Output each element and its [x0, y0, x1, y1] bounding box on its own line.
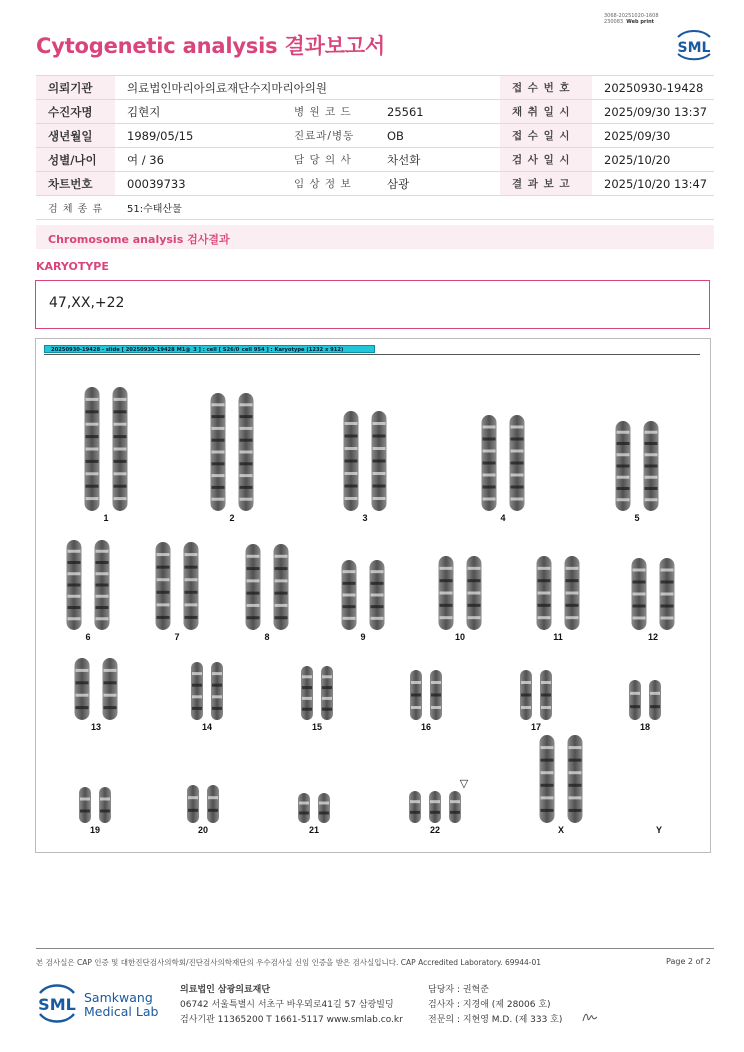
chromosome-label-9: 9: [360, 632, 366, 642]
label-specimen-type: 검 체 종 류: [36, 196, 115, 220]
chromosome-label-8: 8: [264, 632, 270, 642]
value-birth-date: 1989/05/15: [115, 124, 282, 148]
chromosome-label-Y: Y: [655, 825, 663, 835]
chromosome-10: [439, 556, 454, 630]
chromosome-13: [103, 658, 118, 720]
karyotype-label: KARYOTYPE: [36, 260, 109, 273]
label-result-report: 결 과 보 고: [500, 172, 592, 196]
chromosome-4: [482, 415, 497, 511]
chromosome-label-16: 16: [420, 722, 432, 732]
chromosome-22: [409, 791, 421, 823]
chromosome-7: [156, 542, 171, 630]
chromosome-label-12: 12: [647, 632, 659, 642]
chromosome-label-15: 15: [311, 722, 323, 732]
value-test-date: 2025/10/20: [592, 148, 714, 172]
value-collection-time: 2025/09/30 13:37: [592, 100, 714, 124]
chromosome-20: [207, 785, 219, 823]
label-hospital-code: 병 원 코 드: [282, 100, 375, 124]
label-sex-age: 성별/나이: [36, 148, 115, 172]
chromosome-9: [370, 560, 385, 630]
chromosome-8: [274, 544, 289, 630]
label-patient-name: 수진자명: [36, 100, 115, 124]
chromosome-label-18: 18: [639, 722, 651, 732]
chromosome-X: [568, 735, 583, 823]
report-code: [604, 13, 659, 25]
brand-name-line1: Samkwang: [84, 990, 153, 1005]
value-patient-name: 김현지: [115, 100, 282, 124]
report-code-line2: 230083: [604, 19, 624, 25]
sml-logo-icon: [672, 28, 716, 62]
chromosome-22: [449, 791, 461, 823]
info-row: [36, 100, 714, 124]
sml-logo-text: SML: [677, 40, 711, 56]
chromosome-18: [649, 680, 661, 720]
karyogram-image-header: 20250930-19428 - slide [ 20250930-19428 M1@_3 ] : cell [ S26/0_cell 954 ] : Karyotype (1232 x 912): [44, 345, 375, 353]
chromosome-22: [429, 791, 441, 823]
patient-info-table: [36, 75, 714, 220]
chromosome-1: [85, 387, 100, 511]
label-collection-time: 채 취 일 시: [500, 100, 592, 124]
chromosome-label-7: 7: [174, 632, 180, 642]
chromosome-5: [616, 421, 631, 511]
value-chart-number: 00039733: [115, 172, 282, 196]
chromosome-16: [410, 670, 422, 720]
chromosome-12: [632, 558, 647, 630]
chromosome-17: [520, 670, 532, 720]
chromosome-9: [342, 560, 357, 630]
staff-specialist: 전문의 : 지현영 M.D. (제 333 호): [428, 1015, 563, 1025]
karyotype-box: [35, 280, 710, 329]
chromosome-label-22: 22: [429, 825, 441, 835]
chromosome-4: [510, 415, 525, 511]
chromosome-label-4: 4: [500, 513, 506, 523]
info-row: [36, 148, 714, 172]
chromosome-15: [321, 666, 333, 720]
value-clinical-info: 삼광: [375, 172, 500, 196]
chromosome-10: [467, 556, 482, 630]
chromosome-12: [660, 558, 675, 630]
report-code-line1: 3068-20251020-1608: [604, 13, 659, 19]
page-number: Page 2 of 2: [666, 957, 711, 966]
chromosome-label-3: 3: [362, 513, 368, 523]
label-birth-date: 생년월일: [36, 124, 115, 148]
chromosome-13: [75, 658, 90, 720]
value-requesting-institution: 의료법인마리아의료재단수지마리아의원: [115, 76, 500, 100]
label-chart-number: 차트번호: [36, 172, 115, 196]
chromosome-19: [79, 787, 91, 823]
chromosome-label-5: 5: [634, 513, 640, 523]
chromosome-7: [184, 542, 199, 630]
chromosome-11: [565, 556, 580, 630]
signature-image: [581, 1010, 599, 1024]
value-hospital-code: 25561: [375, 100, 500, 124]
value-result-report: 2025/10/20 13:47: [592, 172, 714, 196]
chromosome-19: [99, 787, 111, 823]
chromosome-14: [211, 662, 223, 720]
staff-examiner: 검사자 : 지경애 (제 28006 호): [428, 1000, 551, 1010]
chromosome-8: [246, 544, 261, 630]
document-title: Cytogenetic analysis 결과보고서: [36, 34, 385, 58]
chromosome-label-6: 6: [85, 632, 91, 642]
organization-address: 06742 서울특별시 서초구 바우뫼로41길 57 삼광빌딩: [180, 1000, 394, 1010]
chromosome-6: [95, 540, 110, 630]
chromosome-label-21: 21: [308, 825, 320, 835]
info-row: [36, 172, 714, 196]
info-row: [36, 124, 714, 148]
chromosome-21: [318, 793, 330, 823]
value-sex-age: 여 / 36: [115, 148, 282, 172]
label-test-date: 검 사 일 시: [500, 148, 592, 172]
chromosome-6: [67, 540, 82, 630]
chromosome-X: [540, 735, 555, 823]
chromosome-3: [372, 411, 387, 511]
chromosome-layer: [67, 387, 675, 823]
certification-note: 본 검사실은 CAP 인증 및 대한진단검사의학회/진단검사의학재단의 우수검사실 신임 인증을 받은 검사실입니다. CAP Accredited Laboratory. 69944-01: [36, 958, 542, 967]
chromosome-label-10: 10: [454, 632, 466, 642]
value-receipt-number: 20250930-19428: [592, 76, 714, 100]
chromosome-label-13: 13: [90, 722, 102, 732]
chromosome-17: [540, 670, 552, 720]
karyogram-image: [36, 355, 708, 850]
chromosome-3: [344, 411, 359, 511]
chromosome-15: [301, 666, 313, 720]
label-department: 진료과/병동: [282, 124, 375, 148]
organization-contact: 검사기관 11365200 T 1661-5117 www.smlab.co.kr: [180, 1015, 403, 1025]
chromosome-5: [644, 421, 659, 511]
info-row: [36, 196, 714, 220]
chromosome-1: [113, 387, 128, 511]
value-specimen-type: 51:수태산물: [115, 196, 714, 220]
web-print-label: Web print: [626, 19, 655, 25]
chromosome-2: [211, 393, 226, 511]
chromosome-label-1: 1: [103, 513, 109, 523]
chromosome-2: [239, 393, 254, 511]
chromosome-label-X: X: [557, 825, 565, 835]
chromosome-18: [629, 680, 641, 720]
info-row: [36, 76, 714, 100]
sml-footer-logo-icon: [36, 980, 78, 1026]
karyotype-value: 47,XX,+22: [49, 295, 125, 311]
label-doctor: 담 당 의 사: [282, 148, 375, 172]
chromosome-21: [298, 793, 310, 823]
chromosome-20: [187, 785, 199, 823]
chromosome-11: [537, 556, 552, 630]
chromosome-16: [430, 670, 442, 720]
staff-in-charge: 담당자 : 권혁준: [428, 985, 489, 995]
chromosome-label-14: 14: [201, 722, 213, 732]
value-department: OB: [375, 124, 500, 148]
section-title: Chromosome analysis 검사결과: [48, 233, 230, 246]
sml-footer-logo-text: SML: [38, 995, 76, 1014]
chromosome-label-11: 11: [553, 632, 563, 642]
brand-name-line2: Medical Lab: [84, 1004, 159, 1019]
label-receipt-number: 접 수 번 호: [500, 76, 592, 100]
chromosome-14: [191, 662, 203, 720]
organization-name: 의료법인 삼광의료재단: [180, 985, 271, 995]
footer-divider: [36, 948, 714, 949]
chromosome-label-2: 2: [229, 513, 235, 523]
label-receipt-date: 접 수 일 시: [500, 124, 592, 148]
trisomy-arrow-icon: ▽: [459, 777, 469, 790]
chromosome-label-20: 20: [197, 825, 209, 835]
label-clinical-info: 임 상 정 보: [282, 172, 375, 196]
value-receipt-date: 2025/09/30: [592, 124, 714, 148]
chromosome-label-17: 17: [530, 722, 542, 732]
label-requesting-institution: 의뢰기관: [36, 76, 115, 100]
value-doctor: 차선화: [375, 148, 500, 172]
chromosome-label-19: 19: [89, 825, 101, 835]
